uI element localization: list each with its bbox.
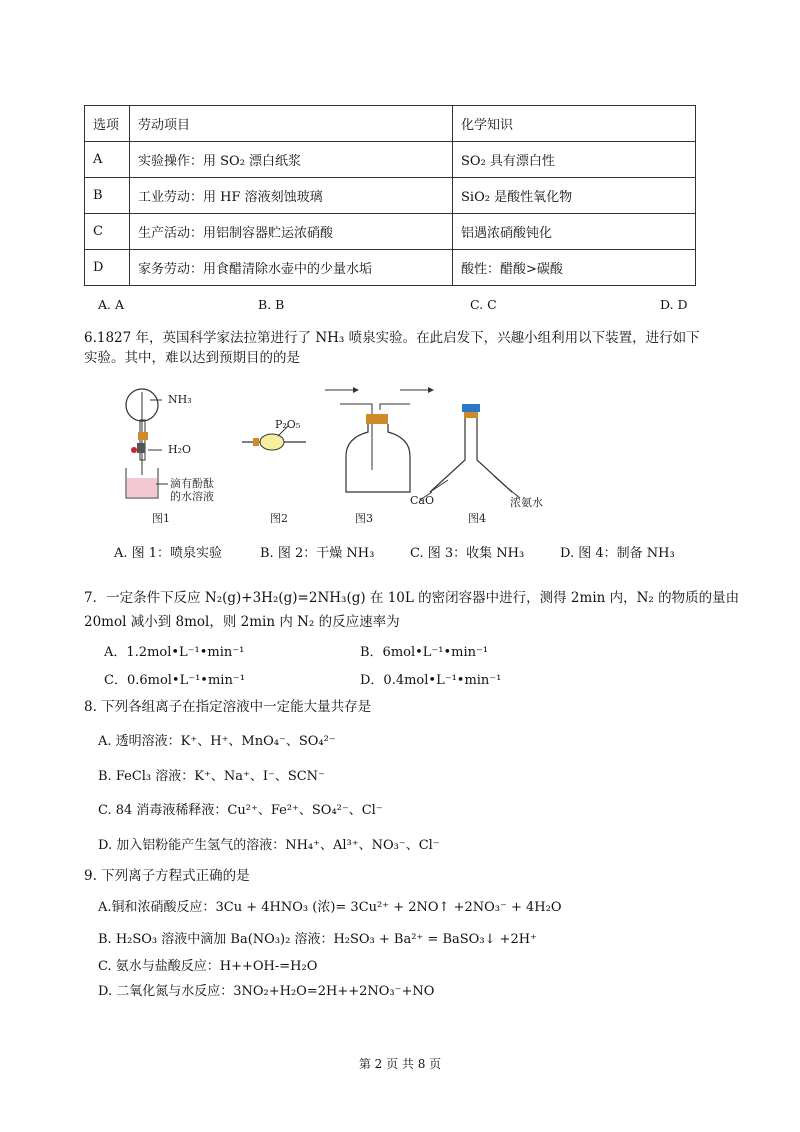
clamp	[137, 443, 145, 453]
table-cell: 化学知识	[453, 106, 696, 142]
arrow-out-head	[428, 387, 434, 393]
drying-bulb	[260, 434, 284, 450]
q9-option-a: A.铜和浓硝酸反应：3Cu + 4HNO₃ (浓)= 3Cu²⁺ + 2NO↑ +2NO₃⁻ + 4H₂O	[98, 900, 562, 915]
y-tube-stopper	[464, 412, 478, 418]
phenolphthalein-solution	[127, 478, 157, 497]
table-cell: C	[85, 214, 130, 250]
fig3-caption: 图3	[355, 512, 373, 525]
q8-stem: 8. 下列各组离子在指定溶液中一定能大量共存是	[84, 699, 372, 715]
label-nh3: NH₃	[168, 393, 192, 406]
q8-option-a: A. 透明溶液：K⁺、H⁺、MnO₄⁻、SO₄²⁻	[98, 734, 336, 749]
table-cell: 铝遇浓硝酸钝化	[453, 214, 696, 250]
table-cell: 劳动项目	[130, 106, 453, 142]
fig4-caption: 图4	[468, 512, 486, 525]
q6-option-a: A. 图 1：喷泉实验	[114, 546, 223, 561]
label-cao: CaO	[410, 494, 434, 507]
label-p2o5: P₂O₅	[275, 418, 301, 431]
q8-option-c: C. 84 消毒液稀释液：Cu²⁺、Fe²⁺、SO₄²⁻、Cl⁻	[98, 803, 383, 818]
q7-stem-line1: 7．一定条件下反应 N₂(g)+3H₂(g)=2NH₃(g) 在 10L 的密闭容器中进行，测得 2min 内，N₂ 的物质的量由	[84, 590, 740, 606]
fig1-fountain-apparatus	[126, 389, 168, 498]
table-cell: SiO₂ 是酸性氧化物	[453, 178, 696, 214]
q6-stem-line2: 实验。其中，难以达到预期目的的是	[84, 350, 300, 366]
q7-option-a: A．1.2mol•L⁻¹•min⁻¹	[104, 645, 245, 660]
table-cell: B	[85, 178, 130, 214]
bottle-stopper	[366, 414, 388, 424]
table-row	[85, 214, 696, 250]
stopper	[138, 432, 148, 440]
y-tube-arms	[430, 476, 512, 492]
table-cell: D	[85, 250, 130, 286]
table-cell: 酸性：醋酸>碳酸	[453, 250, 696, 286]
table-row	[85, 178, 696, 214]
label-phenol1: 滴有酚酞	[170, 477, 214, 490]
table-cell: 选项	[85, 106, 130, 142]
dropper-bulb	[131, 447, 137, 453]
answer-choice-b: B. B	[258, 297, 285, 312]
q8-option-b: B. FeCl₃ 溶液：K⁺、Na⁺、I⁻、SCN⁻	[98, 769, 325, 784]
wide-bottle	[346, 424, 410, 492]
table-cell: 生产活动：用铝制容器贮运浓硝酸	[130, 214, 453, 250]
table-cell: 实验操作：用 SO₂ 漂白纸浆	[130, 142, 453, 178]
q8-option-d: D. 加入铝粉能产生氢气的溶液：NH₄⁺、Al³⁺、NO₃⁻、Cl⁻	[98, 838, 440, 853]
table-cell: SO₂ 具有漂白性	[453, 142, 696, 178]
table-cell: 工业劳动：用 HF 溶液刻蚀玻璃	[130, 178, 453, 214]
options-table	[84, 105, 696, 286]
fig4-y-tube	[420, 404, 520, 500]
q7-stem-line2: 20mol 减小到 8mol，则 2min 内 N₂ 的反应速率为	[84, 614, 400, 630]
q6-option-b: B. 图 2：干燥 NH₃	[260, 546, 375, 561]
fig3-gas-bottle	[325, 387, 434, 492]
answer-choice-c: C. C	[470, 297, 497, 312]
y-tube-cap	[462, 404, 480, 412]
q6-stem-line1: 6.1827 年，英国科学家法拉第进行了 NH₃ 喷泉实验。在此启发下，兴趣小组利用以下装置，进行如下	[84, 330, 700, 346]
page-footer: 第 2 页 共 8 页	[358, 1057, 442, 1071]
answer-choice-a: A. A	[98, 297, 125, 312]
q6-option-d: D. 图 4：制备 NH₃	[560, 546, 675, 561]
table-cell: 家务劳动：用食醋清除水壶中的少量水垢	[130, 250, 453, 286]
table-row	[85, 106, 696, 142]
q7-option-b: B．6mol•L⁻¹•min⁻¹	[360, 645, 489, 660]
q9-stem: 9. 下列离子方程式正确的是	[84, 868, 250, 884]
arrow-in-head	[353, 387, 359, 393]
table-row	[85, 250, 696, 286]
fig1-caption: 图1	[152, 512, 170, 525]
q9-option-d: D. 二氧化氮与水反应：3NO₂+H₂O=2H++2NO₃⁻+NO	[98, 984, 435, 999]
q7-option-c: C．0.6mol•L⁻¹•min⁻¹	[104, 673, 245, 688]
fig2-caption: 图2	[270, 512, 288, 525]
table-row	[85, 142, 696, 178]
q7-option-d: D．0.4mol•L⁻¹•min⁻¹	[360, 673, 502, 688]
answer-choice-d: D. D	[660, 297, 688, 312]
table-cell: A	[85, 142, 130, 178]
label-ammonia: 浓氨水	[510, 496, 543, 509]
q6-option-c: C. 图 3：收集 NH₃	[410, 546, 525, 561]
q9-option-b: B. H₂SO₃ 溶液中滴加 Ba(NO₃)₂ 溶液：H₂SO₃ + Ba²⁺ = BaSO₃↓ +2H⁺	[98, 932, 537, 947]
label-phenol2: 的水溶液	[170, 490, 214, 503]
label-h2o: H₂O	[168, 443, 192, 456]
q9-option-c: C. 氨水与盐酸反应：H++OH-=H₂O	[98, 959, 318, 974]
tube-stopper	[253, 438, 259, 446]
